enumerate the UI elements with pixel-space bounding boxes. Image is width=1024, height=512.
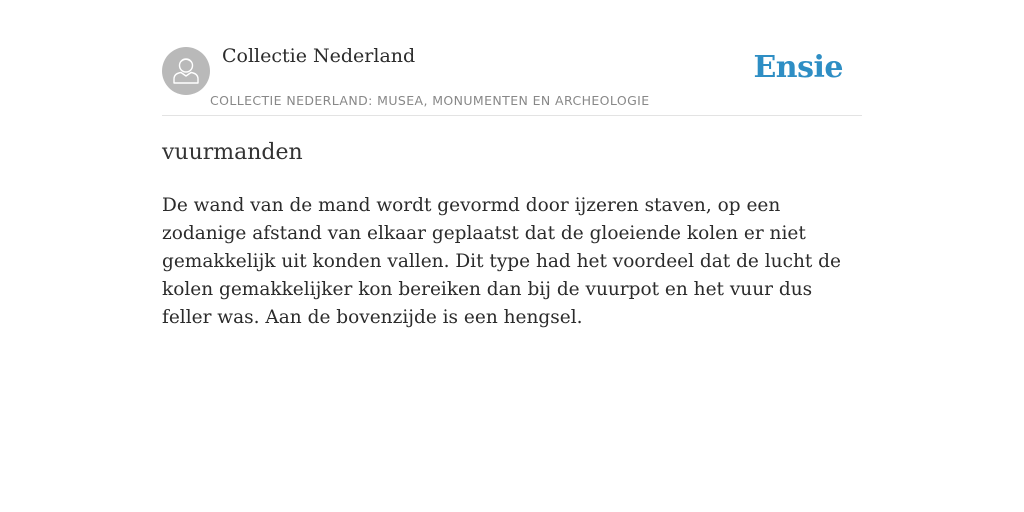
card-header	[162, 0, 862, 116]
entry-title: vuurmanden	[162, 140, 303, 165]
brand-logo-link[interactable]: Ensie	[753, 50, 843, 85]
user-silhouette-icon	[162, 47, 210, 95]
author-name-link[interactable]: Collectie Nederland	[222, 45, 416, 67]
avatar[interactable]	[162, 47, 210, 95]
entry-body: De wand van de mand wordt gevormd door ijzeren staven, op een zodanige afstand van elkaar geplaatst dat de gloeiende kolen er niet gemakkelijk uit konden vallen. Dit type had het voordeel dat de lucht de kolen gemakkelijker kon bereiken dan bij de vuurpot en het vuur dus feller was. Aan de bovenzijde is een hengsel.	[162, 195, 841, 328]
entry-card	[162, 0, 862, 512]
author-subtitle: COLLECTIE NEDERLAND: MUSEA, MONUMENTEN EN ARCHEOLOGIE	[210, 93, 650, 108]
